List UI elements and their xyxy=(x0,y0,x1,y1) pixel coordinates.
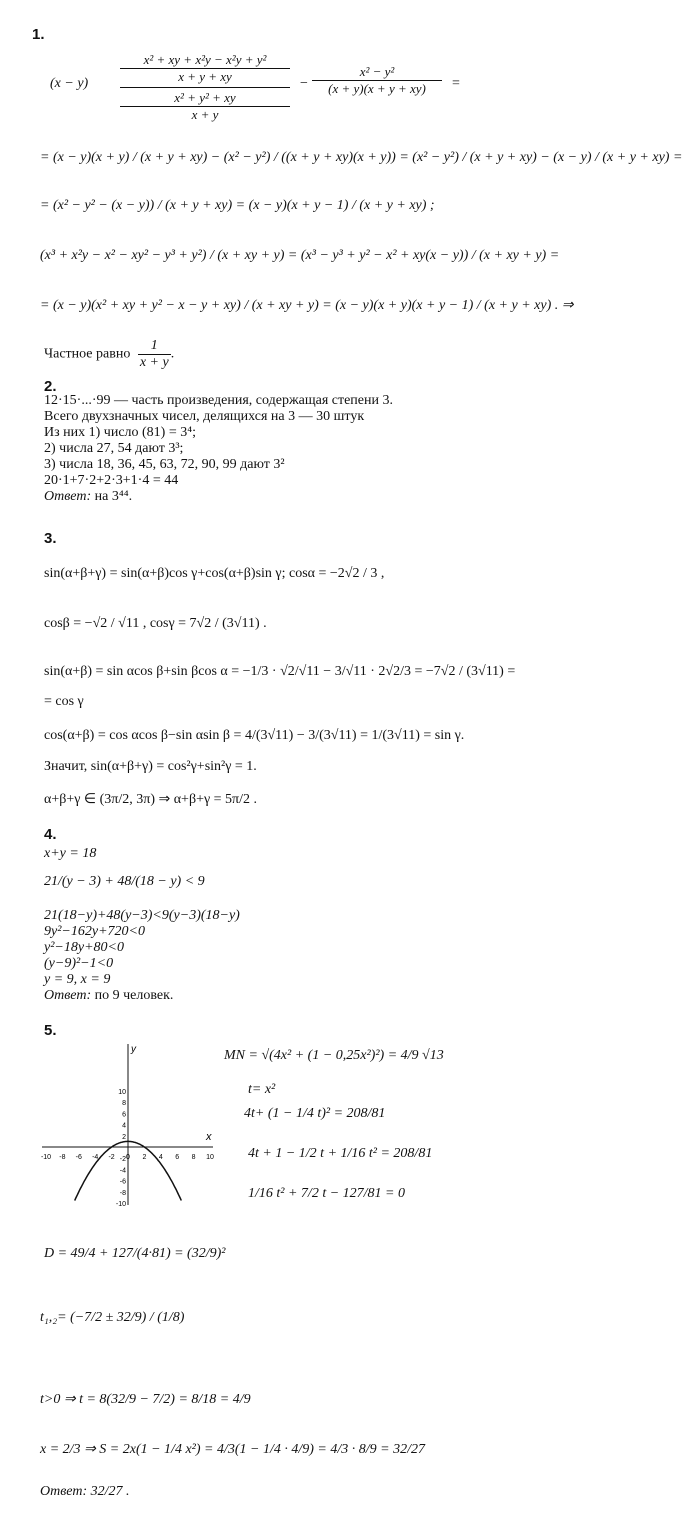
problem-5-area: x = 2/3 ⇒ S = 2x(1 − 1/4 x²) = 4/3(1 − 1/4 · 4/9) = 4/3 · 8/9 = 32/27 xyxy=(40,1442,425,1457)
problem-1-line-4: (x³ + x²y − x² − xy² − y³ + y²) / (x + xy + y) = (x³ − y³ + y² − x² + xy(x − y)) / (x + xy + y) = xyxy=(40,248,560,263)
answer-label: Ответ: xyxy=(44,988,92,1003)
answer-label: Ответ: xyxy=(40,1484,88,1499)
problem-5-line-eq1: 4t+ (1 − 1/4 t)² = 208/81 xyxy=(244,1106,386,1121)
problem-4-line: y = 9, x = 9 xyxy=(44,972,111,987)
problem-3-line-7: α+β+γ ∈ (3π/2, 3π) ⇒ α+β+γ = 5π/2 . xyxy=(44,792,258,807)
x-tick-label: -10 xyxy=(40,1154,52,1161)
y-tick-labels xyxy=(116,1089,126,1208)
problem-3-line-2: cosβ = −√2 / √11 , cosγ = 7√2 / (3√11) . xyxy=(44,616,267,631)
problem-4-line: (y−9)²−1<0 xyxy=(44,956,114,971)
fraction-denominator: (x + y)(x + y + xy) xyxy=(328,81,426,96)
x-tick-label: 10 xyxy=(206,1154,214,1161)
problem-5-line-t: t= x² xyxy=(248,1082,276,1097)
x-tick-label: -6 xyxy=(75,1154,82,1161)
problem-3-line-4: = cos γ xyxy=(44,694,84,709)
problem-4-line: 9y²−162y+720<0 xyxy=(44,924,145,939)
x-tick-label: 0 xyxy=(126,1154,130,1161)
x-tick-label: -4 xyxy=(92,1154,99,1161)
problem-3-number: 3. xyxy=(44,530,57,547)
problem-5-line-eq3: 1/16 t² + 7/2 t − 127/81 = 0 xyxy=(248,1186,405,1201)
complex-fraction xyxy=(120,52,290,123)
problem-4-line-2: 21/(y − 3) + 48/(18 − y) < 9 xyxy=(44,874,205,889)
top-denominator: x + y + xy xyxy=(120,69,290,88)
problem-5-discriminant: D = 49/4 + 127/(4·81) = (32/9)² xyxy=(44,1246,226,1261)
problem-2-line: 3) числа 18, 36, 45, 63, 72, 90, 99 дают 3² xyxy=(44,457,285,472)
x-tick-label: 2 xyxy=(142,1154,147,1161)
y-tick-label: -4 xyxy=(119,1167,126,1175)
x-tick-label: 8 xyxy=(191,1154,196,1161)
problem-2-answer xyxy=(44,489,132,505)
y-tick-label: -2 xyxy=(119,1156,126,1164)
y-tick-label: 10 xyxy=(118,1089,126,1096)
y-tick-label: -8 xyxy=(119,1189,126,1197)
answer-value: на 3⁴⁴. xyxy=(94,489,133,504)
problem-4-line-1: x+y = 18 xyxy=(44,846,97,861)
parabola-graph xyxy=(38,1040,218,1210)
problem-1-line-3: = (x² − y² − (x − y)) / (x + y + xy) = (x − y)(x + y − 1) / (x + y + xy) ; xyxy=(40,198,435,213)
problem-2-line: Из них 1) число (81) = 3⁴; xyxy=(44,425,197,440)
y-tick-label: 8 xyxy=(122,1100,126,1108)
quotient-fraction xyxy=(138,338,171,371)
problem-1-line-1 xyxy=(50,52,530,122)
problem-2-line: 20·1+7·2+2·3+1·4 = 44 xyxy=(44,473,179,488)
bottom-numerator: x² + y² + xy xyxy=(120,90,290,107)
x-axis-label: x xyxy=(206,1131,212,1143)
x-tick-label: -8 xyxy=(59,1154,66,1161)
problem-5-answer xyxy=(40,1484,130,1500)
y-tick-label: -6 xyxy=(119,1178,126,1186)
line-1-prefix: (x − y) xyxy=(50,76,89,91)
problem-2-line: 2) числа 27, 54 дают 3³; xyxy=(44,441,184,456)
problem-5-roots: t₁,₂= (−7/2 ± 32/9) / (1/8) xyxy=(40,1310,185,1325)
y-tick-label: -10 xyxy=(115,1201,126,1208)
y-axis-label: y xyxy=(131,1044,136,1055)
problem-1-line-2: = (x − y)(x + y) / (x + y + xy) − (x² − y²) / ((x + y + xy)(x + y)) = (x² − y²) / (x + y + xy) − (x − y) / (x + y + xy) = xyxy=(40,150,682,165)
answer-label: Ответ: xyxy=(44,489,92,504)
problem-1-quotient: Частное равно $\frac{1}{x + y}$ . xyxy=(44,338,175,370)
x-tick-label: -2 xyxy=(108,1154,115,1161)
problem-4-line: 21(18−y)+48(y−3)<9(y−3)(18−y) xyxy=(44,908,240,923)
problem-2-number: 2. xyxy=(44,378,57,395)
problem-4-answer xyxy=(44,988,173,1004)
fraction-numerator: x² − y² xyxy=(312,64,442,81)
answer-value: по 9 человек. xyxy=(94,988,174,1003)
y-tick-label: 4 xyxy=(122,1122,126,1130)
x-tick-label: 4 xyxy=(158,1154,163,1161)
equals-sign: = xyxy=(452,76,460,91)
x-tick-label: 6 xyxy=(175,1154,180,1161)
x-tick-labels xyxy=(40,1154,214,1164)
problem-2-line: 12·15·...·99 — часть произведения, содержащая степени 3. xyxy=(44,393,393,408)
quotient-numerator: 1 xyxy=(138,338,171,355)
problem-5-number: 5. xyxy=(44,1022,57,1039)
problem-5-line-mn: MN = √(4x² + (1 − 0,25x²)²) = 4/9 √13 xyxy=(224,1048,444,1063)
problem-3-line-3: sin(α+β) = sin αcos β+sin βcos α = −1/3 · √2/√11 − 3/√11 · 2√2/3 = −7√2 / (3√11) = xyxy=(44,664,516,679)
bottom-denominator: x + y xyxy=(191,107,219,122)
top-numerator: x² + xy + x²y − x²y + y² xyxy=(120,52,290,69)
quotient-label: Частное равно xyxy=(44,346,131,362)
problem-3-line-5: cos(α+β) = cos αcos β−sin αsin β = 4/(3√11) − 3/(3√11) = 1/(3√11) = sin γ. xyxy=(44,728,465,743)
problem-4-number: 4. xyxy=(44,826,57,843)
y-tick-label: 6 xyxy=(122,1111,126,1119)
problem-2-line: Всего двухзначных чисел, делящихся на 3 — 30 штук xyxy=(44,409,365,424)
problem-1-line-5: = (x − y)(x² + xy + y² − x − y + xy) / (x + xy + y) = (x − y)(x + y)(x + y − 1) / (x + y + xy) . ⇒ xyxy=(40,298,574,313)
problem-5-positive-root: t>0 ⇒ t = 8(32/9 − 7/2) = 8/18 = 4/9 xyxy=(40,1392,251,1407)
answer-value: 32/27 . xyxy=(90,1484,130,1499)
quotient-denominator: x + y xyxy=(139,355,169,370)
problem-4-line: y²−18y+80<0 xyxy=(44,940,124,955)
problem-3-line-6: Значит, sin(α+β+γ) = cos²γ+sin²γ = 1. xyxy=(44,759,257,774)
problem-5-line-eq2: 4t + 1 − 1/2 t + 1/16 t² = 208/81 xyxy=(248,1146,433,1161)
problem-3-line-1: sin(α+β+γ) = sin(α+β)cos γ+cos(α+β)sin γ; cosα = −2√2 / 3 , xyxy=(44,566,385,581)
y-tick-label: 2 xyxy=(122,1133,126,1141)
line-1-fraction xyxy=(312,64,442,97)
problem-1-number: 1. xyxy=(32,26,45,43)
minus-sign: − xyxy=(300,76,308,91)
